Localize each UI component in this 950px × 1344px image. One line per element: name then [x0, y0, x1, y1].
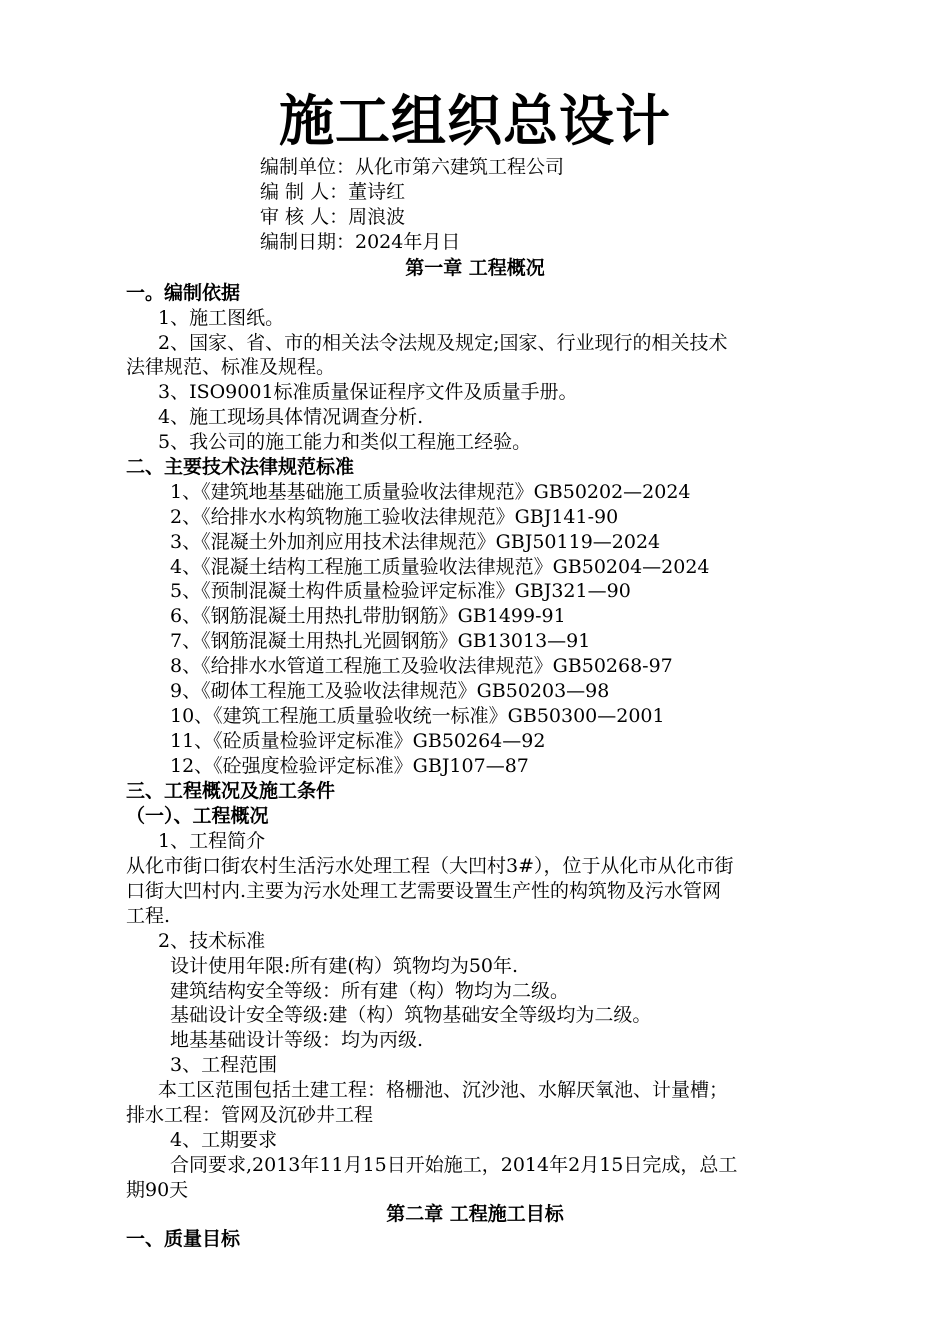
standard-item: 9、《砌体工程施工及验收法律规范》GB50203—98: [170, 680, 610, 702]
section-3-heading: 三、工程概况及施工条件: [126, 780, 336, 802]
basis-item: 2、国家、省、市的相关法令法规及规定;国家、行业现行的相关技术: [158, 332, 728, 354]
paragraph-line: 设计使用年限:所有建(构）筑物均为50年.: [170, 955, 519, 977]
meta-author: 编 制 人：董诗红: [260, 181, 406, 203]
paragraph-line: 本工区范围包括土建工程：格栅池、沉沙池、水解厌氧池、计量槽；: [158, 1079, 729, 1101]
standard-item: 8、《给排水水管道工程施工及验收法律规范》GB50268-97: [170, 655, 673, 677]
quality-target-heading: 一、质量目标: [126, 1228, 241, 1250]
chapter-1-heading: 第一章 工程概况: [405, 257, 545, 279]
standard-item: 11、《砼质量检验评定标准》GB50264—92: [170, 730, 546, 752]
standard-item: 4、《混凝土结构工程施工质量验收法律规范》GB50204—2024: [170, 556, 710, 578]
basis-item: 5、我公司的施工能力和类似工程施工经验。: [158, 431, 532, 453]
section-2-heading: 二、主要技术法律规范标准: [126, 456, 355, 478]
standard-item: 5、《预制混凝土构件质量检验评定标准》GBJ321—90: [170, 580, 631, 602]
standard-item: 2、《给排水水构筑物施工验收法律规范》GBJ141-90: [170, 506, 619, 528]
paragraph-line: 地基基础设计等级：均为丙级.: [170, 1029, 424, 1051]
meta-date: 编制日期：2024年月日: [260, 231, 461, 253]
subsection-label: 4、工期要求: [170, 1129, 278, 1151]
meta-reviewer: 审 核 人：周浪波: [260, 206, 406, 228]
paragraph-line: 从化市街口街农村生活污水处理工程（大凹村3#），位于从化市从化市街: [126, 855, 734, 877]
subsection-heading: （一）、工程概况: [126, 805, 269, 827]
basis-item: 1、施工图纸。: [158, 307, 285, 329]
subsection-label: 3、工程范围: [170, 1054, 278, 1076]
chapter-2-heading: 第二章 工程施工目标: [386, 1203, 564, 1225]
standard-item: 10、《建筑工程施工质量验收统一标准》GB50300—2001: [170, 705, 665, 727]
document-title: 施工组织总设计: [278, 89, 671, 153]
paragraph-line: 合同要求,2013年11月15日开始施工，2014年2月15日完成，总工: [170, 1154, 738, 1176]
standard-item: 6、《钢筋混凝土用热扎带肋钢筋》GB1499-91: [170, 605, 566, 627]
standard-item: 7、《钢筋混凝土用热扎光圆钢筋》GB13013—91: [170, 630, 591, 652]
basis-item: 4、施工现场具体情况调查分析.: [158, 406, 424, 428]
paragraph-line: 工程.: [126, 905, 171, 927]
basis-item-continued: 法律规范、标准及规程。: [126, 356, 336, 378]
standard-item: 1、《建筑地基基础施工质量验收法律规范》GB50202—2024: [170, 481, 691, 503]
paragraph-line: 排水工程：管网及沉砂井工程: [126, 1104, 374, 1126]
subsection-label: 2、技术标准: [158, 930, 266, 952]
standard-item: 3、《混凝土外加剂应用技术法律规范》GBJ50119—2024: [170, 531, 661, 553]
meta-unit: 编制单位：从化市第六建筑工程公司: [260, 156, 565, 178]
basis-item: 3、ISO9001标准质量保证程序文件及质量手册。: [158, 381, 578, 403]
paragraph-line: 口街大凹村内.主要为污水处理工艺需要设置生产性的构筑物及污水管网: [126, 880, 722, 902]
paragraph-line: 期90天: [126, 1179, 189, 1201]
paragraph-line: 建筑结构安全等级：所有建（构）物均为二级。: [170, 980, 570, 1002]
paragraph-line: 基础设计安全等级:建（构）筑物基础安全等级均为二级。: [170, 1004, 652, 1026]
standard-item: 12、《砼强度检验评定标准》GBJ107—87: [170, 755, 529, 777]
section-1-heading: 一。编制依据: [126, 282, 241, 304]
subsection-label: 1、工程简介: [158, 830, 266, 852]
